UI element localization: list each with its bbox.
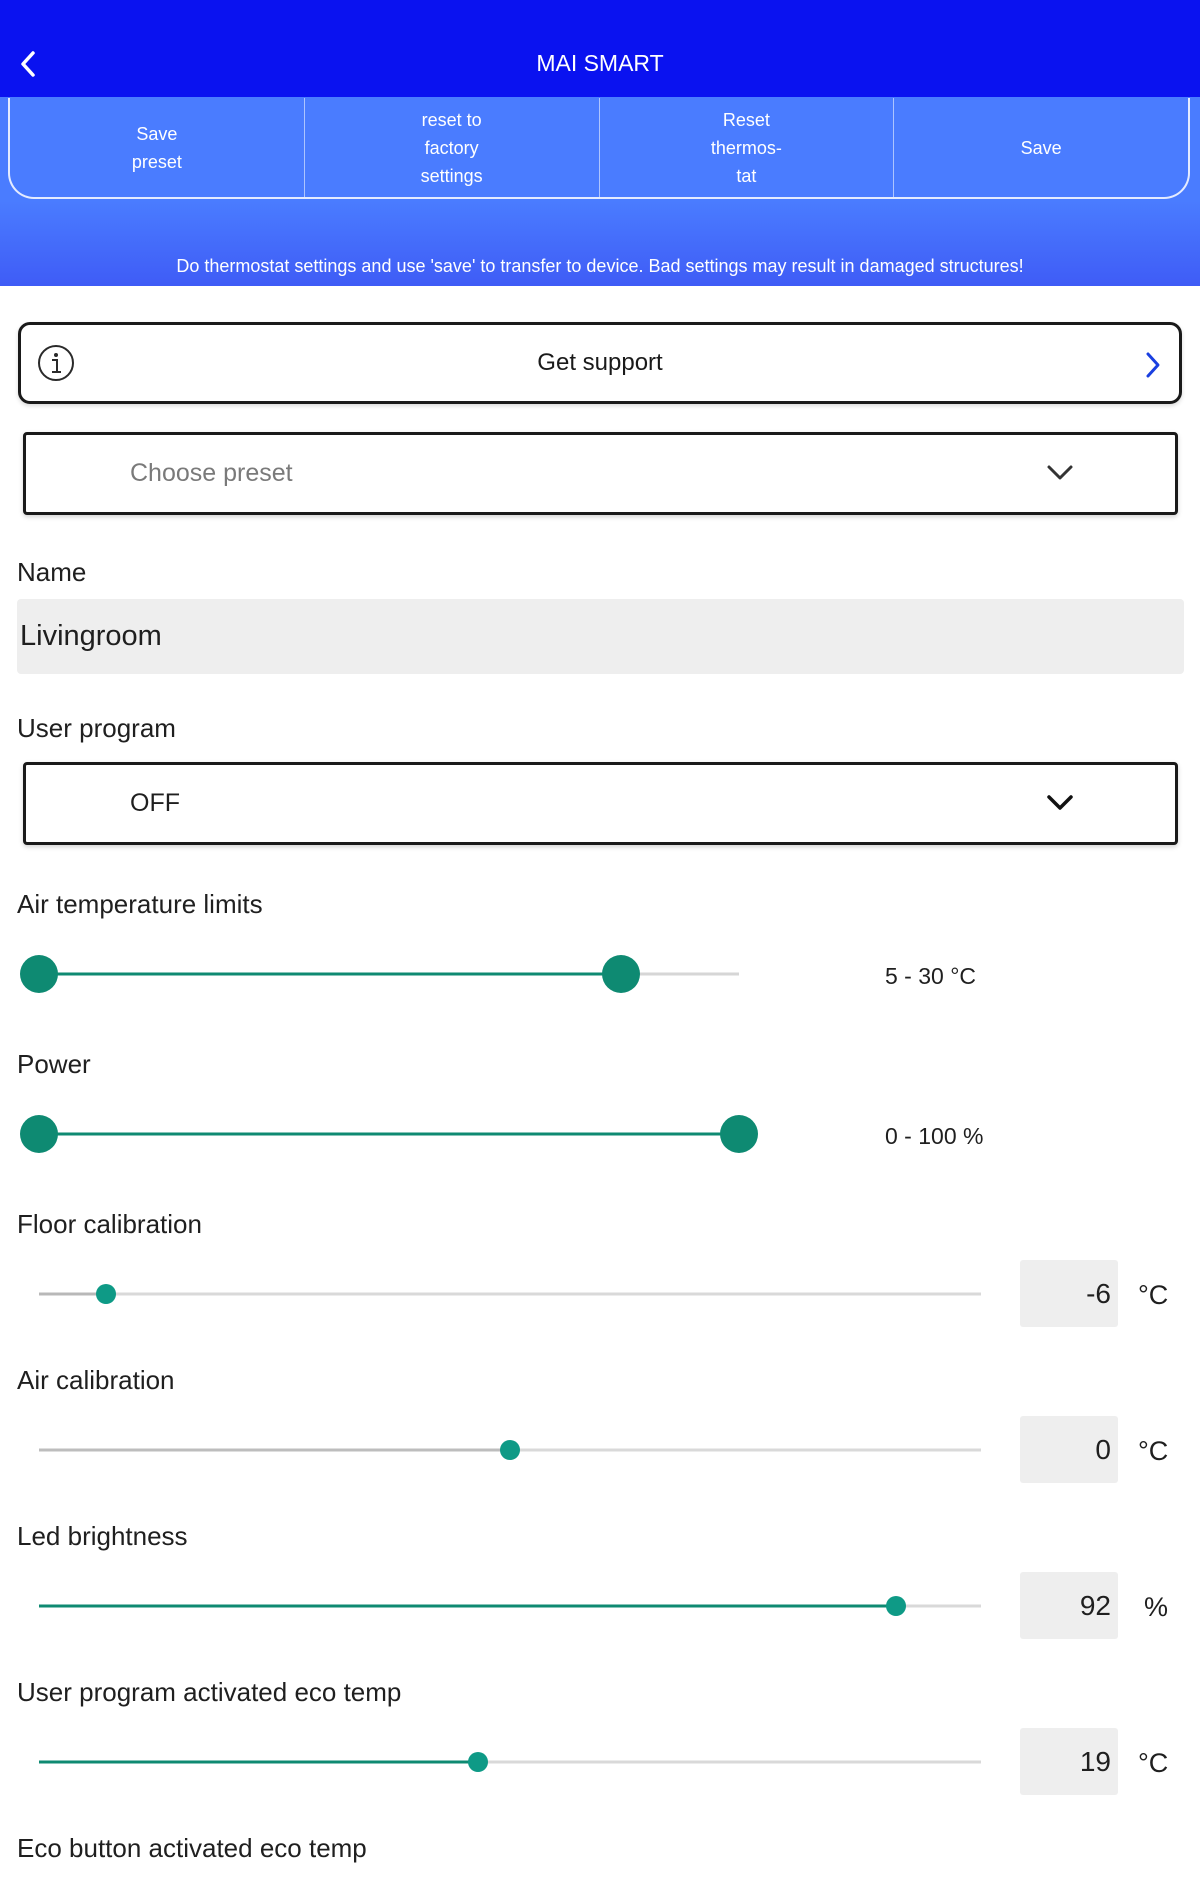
led-brightness-label: Led brightness <box>17 1521 188 1551</box>
user-eco-input[interactable] <box>1020 1728 1118 1795</box>
floor-calibration-handle[interactable] <box>96 1284 116 1304</box>
air-calibration-input[interactable] <box>1020 1416 1118 1483</box>
action-bar <box>8 98 1190 199</box>
led-brightness-unit: % <box>1144 1592 1169 1622</box>
floor-calibration-input[interactable] <box>1020 1260 1118 1327</box>
preset-placeholder: Choose preset <box>130 459 293 487</box>
action-band <box>0 97 1200 286</box>
led-brightness-input[interactable] <box>1020 1572 1118 1639</box>
app-header <box>0 0 1200 97</box>
led-brightness-slider[interactable] <box>0 1590 1000 1622</box>
get-support-button[interactable] <box>18 322 1182 404</box>
power-slider[interactable] <box>0 1110 780 1158</box>
power-label: Power <box>17 1049 91 1079</box>
air-calibration-label: Air calibration <box>17 1365 175 1395</box>
power-max-handle[interactable] <box>720 1115 758 1153</box>
user-eco-slider[interactable] <box>0 1746 1000 1778</box>
name-input[interactable] <box>17 599 1184 674</box>
air-limits-range: 5 - 30 °C <box>885 963 977 989</box>
warning-text: Do thermostat settings and use 'save' to transfer to device. Bad settings may result in damaged structures! <box>176 256 1024 276</box>
led-brightness-handle[interactable] <box>886 1596 906 1616</box>
app-title: MAI SMART <box>536 50 664 76</box>
user-program-value: OFF <box>130 789 180 817</box>
reset-thermostat-button[interactable]: Reset thermos- tat <box>600 98 895 197</box>
air-limits-label: Air temperature limits <box>17 889 263 919</box>
chevron-right-icon <box>1143 351 1163 379</box>
air-limits-min-handle[interactable] <box>20 955 58 993</box>
chevron-down-icon <box>1045 461 1075 485</box>
user-eco-unit: °C <box>1138 1748 1169 1778</box>
power-range: 0 - 100 % <box>885 1123 984 1149</box>
floor-calibration-unit: °C <box>1138 1280 1169 1310</box>
floor-calibration-slider[interactable] <box>0 1278 1000 1310</box>
air-limits-max-handle[interactable] <box>602 955 640 993</box>
get-support-label: Get support <box>537 349 663 376</box>
save-button[interactable]: Save <box>1020 137 1062 158</box>
preset-select[interactable] <box>23 432 1178 515</box>
reset-factory-button[interactable]: reset to factory settings <box>305 98 600 197</box>
floor-calibration-label: Floor calibration <box>17 1209 202 1239</box>
user-eco-handle[interactable] <box>468 1752 488 1772</box>
name-label: Name <box>17 557 87 587</box>
air-calibration-handle[interactable] <box>500 1440 520 1460</box>
air-limits-slider[interactable] <box>0 950 760 998</box>
eco-button-label: Eco button activated eco temp <box>17 1833 367 1863</box>
air-calibration-slider[interactable] <box>0 1434 1000 1466</box>
user-eco-label: User program activated eco temp <box>17 1677 402 1707</box>
chevron-down-icon <box>1045 791 1075 815</box>
user-program-select[interactable] <box>23 762 1178 845</box>
power-min-handle[interactable] <box>20 1115 58 1153</box>
user-program-label: User program <box>17 713 176 743</box>
air-calibration-unit: °C <box>1138 1436 1169 1466</box>
save-preset-button[interactable]: Save preset <box>10 98 305 197</box>
